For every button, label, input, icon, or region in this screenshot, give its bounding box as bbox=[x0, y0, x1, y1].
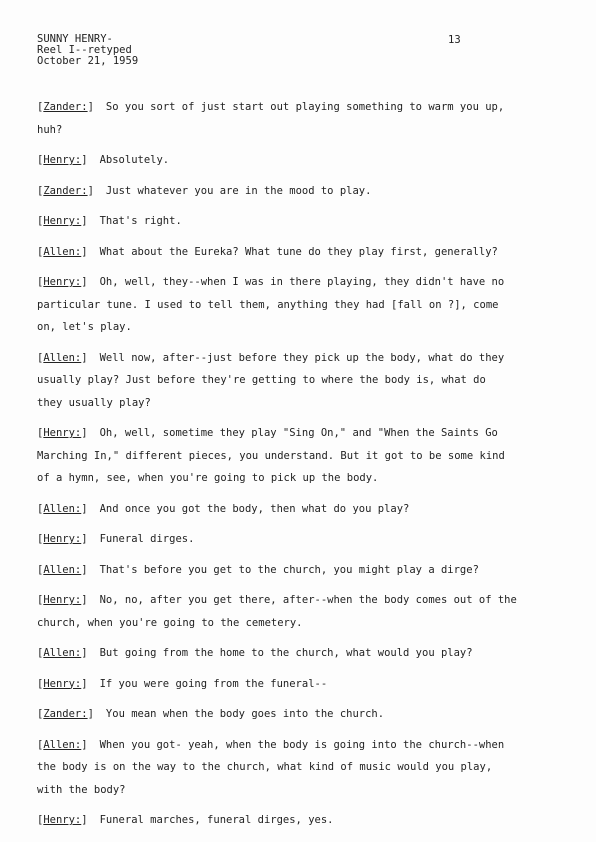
speaker-label: Henry: bbox=[43, 154, 82, 166]
turn-text: No, no, after you get there, after--when the body comes out of the church, when you're going to the cemetery. bbox=[37, 594, 517, 629]
turn-text: That's before you get to the church, you might play a dirge? bbox=[99, 563, 479, 576]
transcript-turn: [Henry:] Funeral marches, funeral dirges, yes. bbox=[37, 814, 334, 826]
transcript-turn: [Allen:] Well now, after--just before they pick up the body, what do they usually play? Just before they're getting to where the body is, what do they usually play? bbox=[37, 351, 505, 409]
transcript-turn: [Allen:] What about the Eureka? What tune do they play first, generally? bbox=[37, 245, 498, 258]
speaker-label: Allen: bbox=[43, 351, 82, 364]
speaker-label: Allen: bbox=[43, 245, 82, 258]
header-interviewee: SUNNY HENRY- bbox=[37, 33, 113, 45]
transcript-turn: [Henry:] Oh, well, sometime they play "Sing On," and "When the Saints Go Marching In," different pieces, you understand. But it got to be some kind of a hymn, see, when you're going to pick up the body. bbox=[37, 427, 505, 484]
speaker-label: Henry: bbox=[43, 814, 82, 826]
speaker-label: Henry: bbox=[43, 427, 82, 439]
transcript-turn: [Henry:] If you were going from the funeral-- bbox=[37, 677, 328, 690]
transcript-turn: [Zander:] Just whatever you are in the mood to play. bbox=[37, 184, 372, 197]
speaker-label: Henry: bbox=[43, 594, 82, 606]
transcript-turn: [Allen:] But going from the home to the church, what would you play? bbox=[37, 647, 473, 659]
turn-text: And once you got the body, then what do you play? bbox=[99, 502, 410, 515]
turn-text: What about the Eureka? What tune do they play first, generally? bbox=[99, 245, 498, 258]
turn-text: Just whatever you are in the mood to play. bbox=[105, 184, 372, 197]
transcript-turn: [Zander:] You mean when the body goes into the church. bbox=[37, 708, 385, 720]
speaker-label: Allen: bbox=[43, 502, 82, 515]
turn-text: Funeral marches, funeral dirges, yes. bbox=[99, 814, 334, 826]
transcript-turn: [Allen:] When you got- yeah, when the body is going into the church--when the body is on the way to the church, what kind of music would you play, with the body? bbox=[37, 738, 505, 796]
turn-text: Well now, after--just before they pick up the body, what do they usually play? Just before they're getting to where the body is, what do they usually play? bbox=[37, 351, 505, 409]
page-number: 13 bbox=[448, 34, 461, 46]
speaker-label: Henry: bbox=[43, 533, 82, 545]
turn-text: Absolutely. bbox=[99, 154, 170, 166]
turn-text: If you were going from the funeral-- bbox=[99, 677, 328, 690]
turn-text: That's right. bbox=[99, 215, 182, 227]
speaker-label: Zander: bbox=[43, 708, 88, 720]
transcript-turn: [Henry:] Funeral dirges. bbox=[37, 533, 195, 545]
speaker-label: Allen: bbox=[43, 738, 82, 751]
transcript-turn: [Zander:] So you sort of just start out playing something to warm you up, huh? bbox=[37, 101, 505, 136]
turn-text: But going from the home to the church, what would you play? bbox=[99, 647, 473, 659]
turn-text: So you sort of just start out playing something to warm you up, huh? bbox=[37, 101, 505, 136]
turn-text: You mean when the body goes into the church. bbox=[105, 708, 385, 720]
page-header bbox=[37, 34, 138, 67]
speaker-label: Henry: bbox=[43, 215, 82, 227]
speaker-label: Allen: bbox=[43, 563, 82, 576]
turn-text: Oh, well, they--when I was in there playing, they didn't have no particular tune. I used to tell them, anything they had [fall on ?], come on, let's play. bbox=[37, 276, 505, 333]
speaker-label: Zander: bbox=[43, 101, 88, 113]
speaker-label: Allen: bbox=[43, 647, 82, 659]
speaker-label: Zander: bbox=[43, 184, 88, 197]
turn-text: Oh, well, sometime they play "Sing On," and "When the Saints Go Marching In," different pieces, you understand. But it got to be some kind of a hymn, see, when you're going to pick up the body. bbox=[37, 427, 505, 484]
header-reel: Reel I--retyped bbox=[37, 44, 132, 56]
header-date: October 21, 1959 bbox=[37, 55, 139, 67]
turn-text: When you got- yeah, when the body is going into the church--when the body is on the way to the church, what kind of music would you play, with the body? bbox=[37, 738, 505, 796]
transcript-turn: [Allen:] That's before you get to the church, you might play a dirge? bbox=[37, 563, 479, 576]
speaker-label: Henry: bbox=[43, 677, 82, 690]
transcript-turn: [Henry:] No, no, after you get there, after--when the body comes out of the church, when you're going to the cemetery. bbox=[37, 594, 517, 629]
transcript-turn: [Henry:] That's right. bbox=[37, 215, 182, 227]
speaker-label: Henry: bbox=[43, 276, 82, 288]
turn-text: Funeral dirges. bbox=[99, 533, 195, 545]
transcript-body bbox=[37, 96, 517, 840]
transcript-turn: [Henry:] Absolutely. bbox=[37, 154, 170, 166]
transcript-turn: [Henry:] Oh, well, they--when I was in there playing, they didn't have no particular tune. I used to tell them, anything they had [fall on ?], come on, let's play. bbox=[37, 276, 505, 333]
transcript-turn: [Allen:] And once you got the body, then what do you play? bbox=[37, 502, 410, 515]
